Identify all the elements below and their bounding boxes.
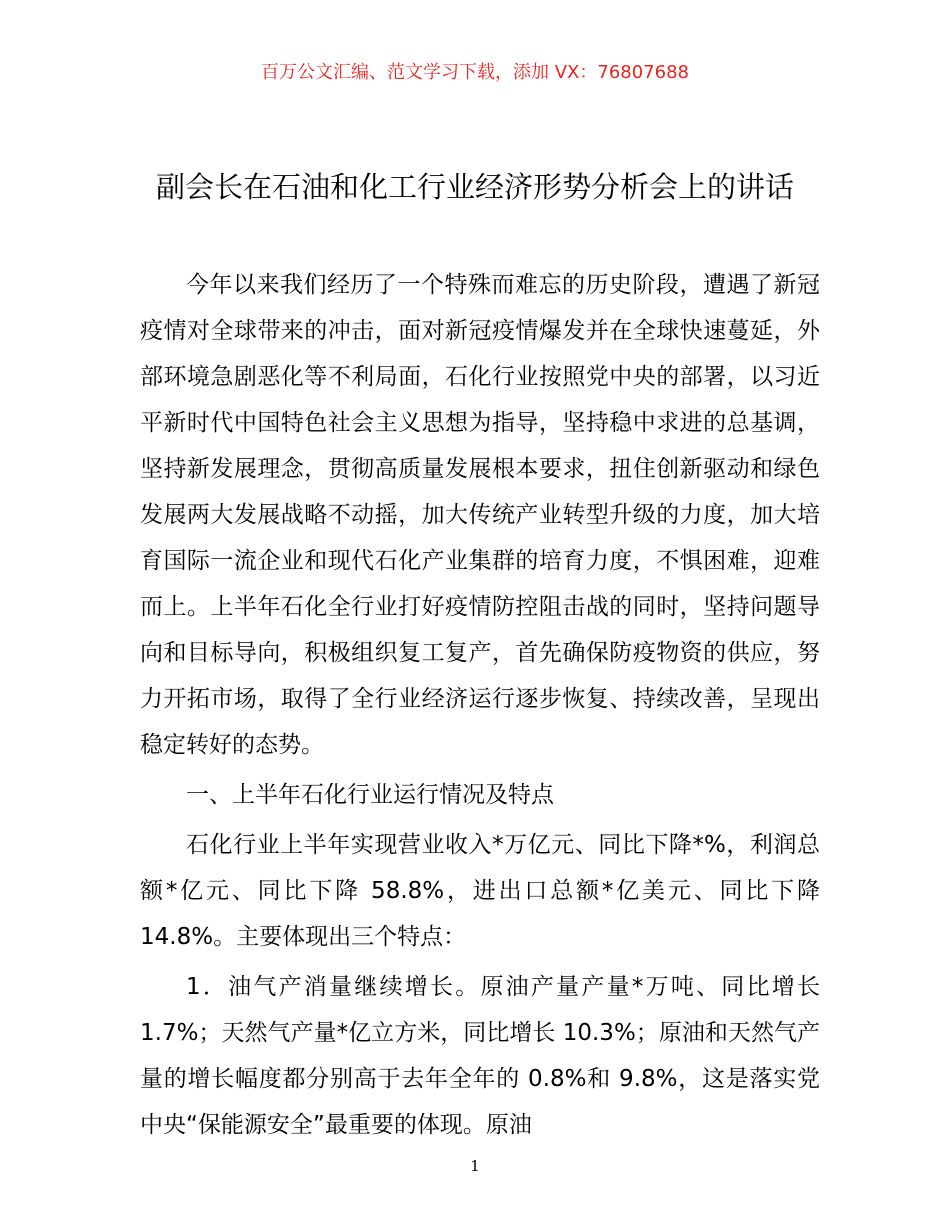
document-title: 副会长在石油和化工行业经济形势分析会上的讲话 bbox=[155, 170, 794, 204]
section-heading: 一、上半年石化行业运行情况及特点 bbox=[186, 782, 554, 808]
page-number: 1 bbox=[470, 1157, 480, 1175]
intro-paragraph: 今年以来我们经历了一个特殊而难忘的历史阶段，遭遇了新冠疫情对全球带来的冲击，面对新冠疫情爆发并在全球快速蔓延，外部环境急剧恶化等不利局面，石化行业按照党中央的部署，以习近平新时代中国特色社会主义思想为指导，坚持稳中求进的总基调，坚持新发展理念，贯彻高质量发展根本要求，扭住创新驱动和绿色发展两大发展战略不动摇，加大传统产业转型升级的力度，加大培育国际一流企业和现代石化产业集群的培育力度，不惧困难，迎难而上。上半年石化全行业打好疫情防控阻击战的同时，坚持问题导向和目标导向，积极组织复工复产，首先确保防疫物资的供应，努力开拓市场，取得了全行业经济运行逐步恢复、持续改善，呈现出稳定转好的态势。 bbox=[140, 272, 820, 758]
point-one-paragraph: 1．油气产消量继续增长。原油产量产量*万吨、同比增长 1.7%；天然气产量*亿立方米，同比增长 10.3%；原油和天然气产量的增长幅度都分别高于去年全年的 0.8%和 9.8%，这是落实党中央“保能源安全”最重要的体现。原油 bbox=[140, 974, 820, 1138]
document-body bbox=[140, 262, 820, 1148]
watermark-banner: 百万公文汇编、范文学习下载，添加 VX：76807688 bbox=[261, 62, 689, 83]
summary-paragraph: 石化行业上半年实现营业收入*万亿元、同比下降*%，利润总额*亿元、同比下降 58.8%，进出口总额*亿美元、同比下降 14.8%。主要体现出三个特点： bbox=[140, 832, 820, 950]
